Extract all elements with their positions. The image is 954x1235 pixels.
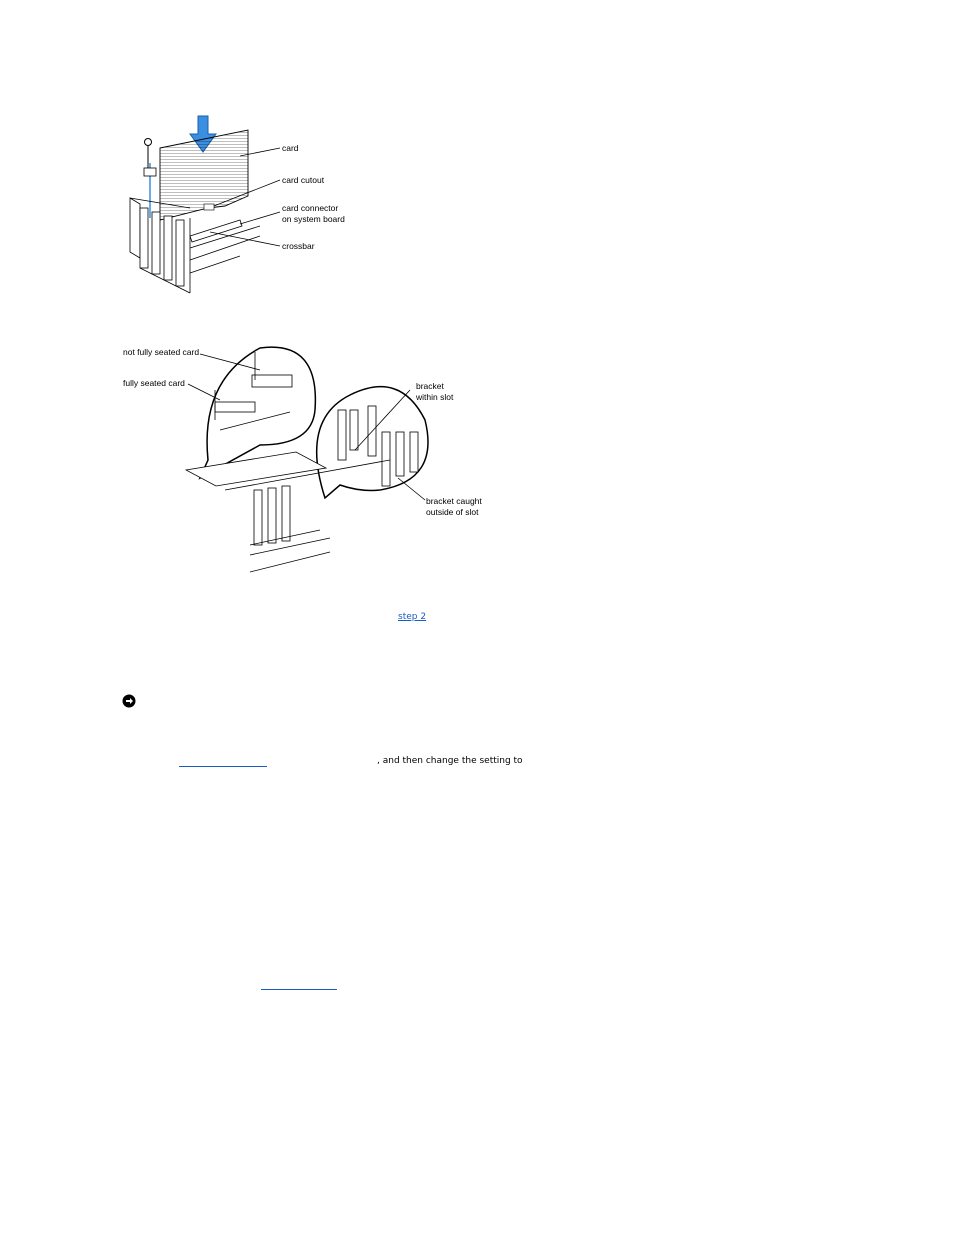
label-bracket-caught-1: bracket caught [426,496,482,506]
system-setup-link[interactable] [179,755,267,767]
card-seating-illustration [120,340,500,575]
notice-icon [122,694,136,708]
label-card-connector-2: on system board [282,214,345,224]
label-not-fully-seated: not fully seated card [123,347,200,357]
step-2-link[interactable]: step 2 [398,612,427,622]
label-bracket-caught-2: outside of slot [426,507,479,517]
label-card: card [282,143,299,153]
label-card-connector-1: card connector [282,203,339,213]
label-bracket-within-2: within slot [416,392,454,402]
label-fully-seated: fully seated card [123,378,185,388]
install-card-illustration [130,108,370,298]
label-card-cutout: card cutout [282,175,325,185]
label-bracket-within-1: bracket [416,381,444,391]
change-setting-text: , and then change the setting to [377,756,523,766]
figure-card-seating [120,340,500,575]
cover-link[interactable] [261,978,337,990]
figure-install-card [130,108,370,298]
label-crossbar: crossbar [282,241,315,251]
